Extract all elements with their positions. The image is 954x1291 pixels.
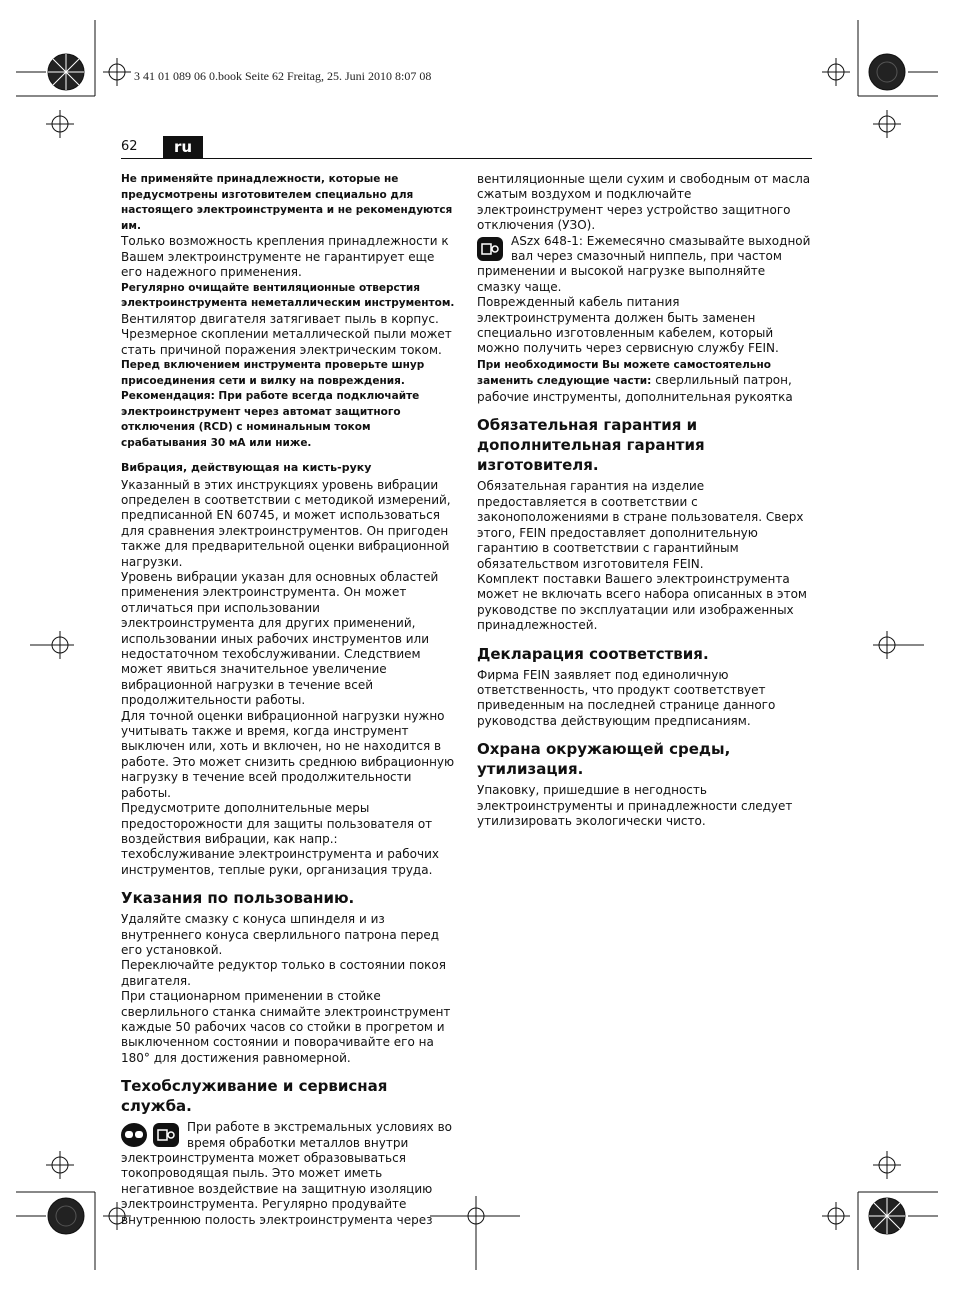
declaration-heading: Декларация соответствия. [477,644,709,663]
replaceable-parts-paragraph [477,357,811,406]
vibration-paragraph-4: Предусмотрите дополнительные меры предосторожности для защиты пользователя от воздействия вибрации, как напр.: техобслуживание электроинструмента и рабочих инструментов, теплые руки, организация труда. [121,801,440,877]
service-paragraph-1: При работе в экстремальных условиях во время обработки металлов внутри электроинструмента может образовываться токопроводящая пыль. Это может иметь негативное воздействие на защитную изоляцию электроинструмента. Регулярно продувайте внутреннюю полость электроинструмента через [121,1120,452,1227]
right-column [477,172,811,829]
declaration-paragraph: Фирма FEIN заявляет под единоличную ответственность, что продукт соответствует приведенным на последней странице данного руководства действующим предписаниям. [477,667,776,728]
registration-target-top-right [869,54,905,90]
warranty-paragraph-2: Комплект поставки Вашего электроинструмента может не включать всего набора описанных в этом руководстве по эксплуатации или изображенных принадлежностей. [477,571,807,633]
lubrication-icon [477,237,503,261]
replaceable-parts-text: сверлильный патрон, рабочие инструменты, дополнительная рукоятка [477,373,793,405]
vibration-paragraph-2: Уровень вибрации указан для основных областей применения электроинструмента. Он может отличаться при использовании электроинструмента для других применений, использовании иных рабочих инструментов или недостаточном техобслуживании. Следствием может явиться значительное увеличение вибрационной нагрузки в течение всей продолжительности работы. [121,570,439,708]
warning-accessories-bold: Не применяйте принадлежности, которые не предусмотрены изготовителем специально для настоящего электроинструмента и не рекомендуются им. [121,173,453,232]
service-heading: Техобслуживание и сервисная служба. [121,1077,388,1116]
usage-paragraph-3: При стационарном применении в стойке сверлильного станка снимайте электроинструмент каждые 50 рабочих часов со стойки в прогретом и выключенном состоянии и поворачивайте его на 180° для достижения равномерной. [121,989,451,1065]
blow-out-icon [153,1123,179,1147]
registration-target-bottom-right [869,1198,905,1234]
registration-target-bottom-left [48,1198,84,1234]
warning-accessories-text: Только возможность крепления принадлежности к Вашем электроинструменте не гарантирует еще его надежного применения. [121,234,449,280]
lubrication-icons [477,237,503,261]
warning-rcd-bold: Рекомендация: При работе всегда подключайте электроинструмент через автомат защитного отключения (RCD) с номинальным током срабатывания 30 мА или ниже. [121,390,420,449]
replaceable-parts-bold: При необходимости Вы можете самостоятельно заменить следующие части: [477,358,771,388]
page-number: 62 [121,139,138,154]
warning-cord-bold: Перед включением инструмента проверьте шнур присоединения сети и вилку на повреждения. [121,359,425,387]
registration-target-top-left [48,54,84,90]
header-rule [121,158,812,159]
eye-protection-icon [121,1123,147,1147]
cable-paragraph: Поврежденный кабель питания электроинструмента должен быть заменен специально изготовленным кабелем, который можно получить через сервисную службу FEIN. [477,295,779,356]
warning-vents-text: Вентилятор двигателя затягивает пыль в корпус. Чрезмерное скоплении металлической пыли может стать причиной поражения электрическим током. [121,311,452,357]
environment-paragraph: Упаковку, пришедшие в негодность электроинструменты и принадлежности следует утилизировать экологически чисто. [477,783,793,828]
usage-paragraph-2: Переключайте редуктор только в состоянии покоя двигателя. [121,958,446,988]
warning-vents-bold: Регулярно очищайте вентиляционные отверстия электроинструмента неметаллическим инструментом. [121,281,455,310]
left-column [121,172,455,1228]
vibration-paragraph-1: Указанный в этих инструкциях уровень вибрации определен в соответствии с методикой измерений, предписанной EN 60745, и может использоваться для сравнения электроинструментов. Он пригоден также для предварительной оценки вибрационной нагрузки. [121,477,451,569]
language-tab: ru [163,136,203,158]
warranty-heading: Обязательная гарантия и дополнительная гарантия изготовителя. [477,416,705,475]
usage-heading: Указания по пользованию. [121,889,355,908]
usage-paragraph-1: Удаляйте смазку с конуса шпинделя и из внутреннего конуса сверлильного патрона перед его установкой. [121,912,440,957]
vibration-paragraph-3: Для точной оценки вибрационной нагрузки нужно учитывать также и время, когда инструмент выключен или, хоть и включен, но не находится в работе. Это может снизить среднюю вибрационную нагрузку в течение всей продолжительности работы. [121,708,455,800]
print-slug: 3 41 01 089 06 0.book Seite 62 Freitag, 25. Juni 2010 8:07 08 [134,69,432,83]
vibration-heading: Вибрация, действующая на кисть-руку [121,460,372,474]
warranty-paragraph-1: Обязательная гарантия на изделие предоставляется в соответствии с законоположениями в стране пользователя. Сверх этого, FEIN предоставляет дополнительную гарантию в соответствии с гарантийным обязательством изготовителя FEIN. [477,479,804,571]
lubrication-paragraph: ASzx 648-1: Ежемесячно смазывайте выходной вал через смазочный ниппель, при частом применении и высокой нагрузке выполняйте смазку чаще. [477,233,811,294]
environment-heading: Охрана окружающей среды, утилизация. [477,740,731,779]
service-icons [121,1123,179,1147]
service-continued: вентиляционные щели сухим и свободным от масла сжатым воздухом и подключайте электроинструмент через устройство защитного отключения (УЗО). [477,172,811,233]
